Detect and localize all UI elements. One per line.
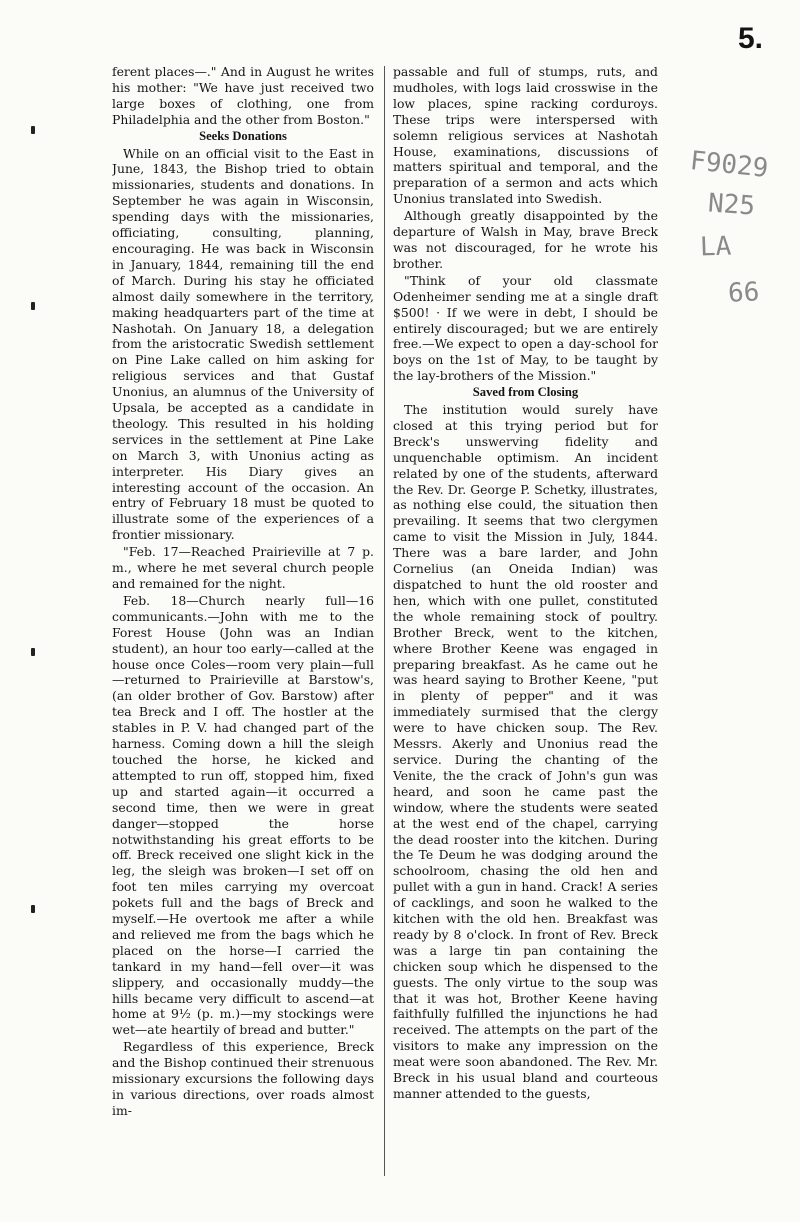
paragraph: passable and full of stumps, ruts, and mudholes, with logs laid crosswise in the low places, spine racking corduroys. These trips were interspersed with solemn religious services at Nashotah House, examinations, discussions of matters spiritual and temporal, and the preparation of a sermon and acts which Unonius translated into Swedish. bbox=[393, 64, 658, 207]
paragraph: While on an official visit to the East in June, 1843, the Bishop tried to obtain missionaries, students and donations. In September he was again in Wisconsin, spending days with the missionaries, officiating, consulting, planning, encouraging. He was back in Wisconsin in January, 1844, remaining till the end of March. During his stay he officiated almost daily somewhere in the territory, making headquarters part of the time at Nashotah. On January 18, a delegation from the aristocratic Swedish settlement on Pine Lake called on him asking for religious services and that Gustaf Unonius, an alumnus of the University of Upsala, be accepted as a candidate in theology. This resulted in his holding services in the settlement at Pine Lake on March 3, with Unonius acting as interpreter. His Diary gives an interesting account of the occasion. An entry of February 18 must be quoted to illustrate some of the experiences of a frontier missionary. bbox=[112, 145, 374, 543]
binding-mark bbox=[31, 905, 35, 913]
column-rule bbox=[384, 66, 385, 1176]
right-column bbox=[393, 64, 658, 1182]
section-heading: Saved from Closing bbox=[472, 385, 579, 400]
paragraph: Feb. 18—Church nearly full—16 communicants.—John with me to the Forest House (John was an Indian student), an hour too early—called at the house once Coles—room very plain—full—returned to Prairieville at Barstow's, (an older brother of Gov. Barstow) after tea Breck and I off. The hostler at the stables in P. V. had changed part of the harness. Coming down a hill the sleigh touched the horse, he kicked and attempted to run off, stopped him, fixed up and started again—it occurred a second time, then we were in great danger—stopped the horse notwithstanding his great efforts to be off. Breck received one slight kick in the leg, the sleigh was broken—I set off on foot ten miles carrying my overcoat pokets full and the bags of Breck and myself.—He overtook me after a while and relieved me from the bags which he placed on the horse—I carried the tankard in my hand—fell over—it was slippery, and occasionally muddy—the hills became very difficult to ascend—at home at 9½ (p. m.)—my stockings were wet—ate heartily of bread and butter." bbox=[112, 592, 374, 1038]
paragraph: Regardless of this experience, Breck and the Bishop continued their strenuous missionary excursions the following days in various directions, over roads almost im- bbox=[112, 1039, 374, 1118]
paragraph: The institution would surely have closed at this trying period but for Breck's unswerving fidelity and unquenchable optimism. An incident related by one of the students, afterward the Rev. Dr. George P. Schetky, illustrates, as nothing else could, the situation then prevailing. It seems that two clergymen came to visit the Mission in July, 1844. There was a bare larder, and John Cornelius (an Oneida Indian) was dispatched to hunt the old rooster and hen, which with one pullet, constituted the whole remaining stock of poultry. Brother Breck, went to the kitchen, where Brother Keene was engaged in preparing breakfast. As he came out he was heard saying to Brother Keene, "put in plenty of pepper" and it was immediately surmised that the clergy were to have chicken soup. The Rev. Messrs. Akerly and Unonius read the service. During the chanting of the Venite, the the crack of John's gun was heard, and soon he came past the window, where the students were seated at the west end of the chapel, carrying the dead rooster into the kitchen. During the Te Deum he was dodging around the schoolroom, chasing the old hen and pullet with a gun in hand. Crack! A series of cacklings, and soon he walked to the kitchen with the old hen. Breakfast was ready by 8 o'clock. In front of Rev. Breck was a large tin pan containing the chicken soup which he dispensed to the guests. The only virtue to the soup was that it was hot, Brother Keene having faithfully fulfilled the injunctions he had received. The attempts on the part of the visitors to make any impression on the meat were soon abandoned. The Rev. Mr. Breck in his usual bland and courteous manner attended to the guests, bbox=[393, 402, 658, 1101]
paragraph: Although greatly disappointed by the departure of Walsh in May, brave Breck was not discouraged, for he wrote his brother. bbox=[393, 208, 658, 271]
paragraph: "Feb. 17—Reached Prairieville at 7 p. m., where he met several church people and remained for the night. bbox=[112, 544, 374, 591]
handwritten-note-la: LA bbox=[699, 231, 732, 263]
section-heading: Seeks Donations bbox=[199, 128, 287, 143]
paragraph: ferent places—." And in August he writes his mother: "We have just received two large boxes of clothing, one from Philadelphia and the other from Boston." bbox=[112, 64, 374, 127]
left-column bbox=[112, 64, 374, 1182]
handwritten-note-catalog: F9029 bbox=[688, 145, 770, 185]
binding-mark bbox=[31, 302, 35, 310]
handwritten-note-66: 66 bbox=[727, 277, 761, 309]
paragraph: "Think of your old classmate Odenheimer sending me at a single draft $500! · If we were in debt, I should be entirely discouraged; but we are entirely free.—We expect to open a day-school for boys on the 1st of May, to be taught by the lay-brothers of the Mission." bbox=[393, 272, 658, 384]
binding-mark bbox=[31, 126, 35, 134]
page-number: 5. bbox=[738, 22, 764, 55]
binding-mark bbox=[31, 648, 35, 656]
handwritten-note-n25: N25 bbox=[707, 188, 756, 222]
